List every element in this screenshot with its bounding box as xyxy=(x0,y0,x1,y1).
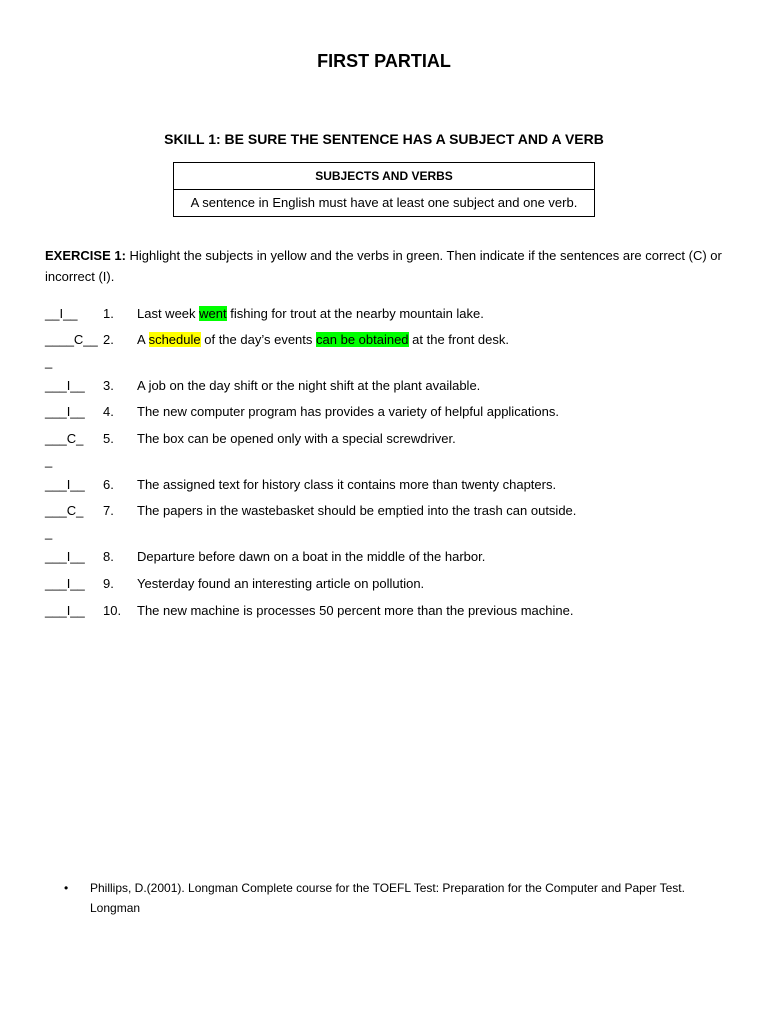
sentence-text: A xyxy=(137,332,149,347)
exercise-item-5 xyxy=(45,430,725,468)
sentence-text: of the day’s events xyxy=(200,332,317,347)
answer-blank: __I__ xyxy=(45,306,78,321)
answer-blank: ___I__ xyxy=(45,378,85,393)
subject-highlight: schedule xyxy=(148,332,201,347)
reference-text: Phillips, D.(2001). Longman Complete course for the TOEFL Test: Preparation for the Computer and Paper Test. Longman xyxy=(90,881,685,915)
item-sentence: A job on the day shift or the night shift at the plant available. xyxy=(137,378,481,393)
answer-overflow: _ xyxy=(45,453,53,468)
item-sentence: The new computer program has provides a variety of helpful applications. xyxy=(137,404,559,419)
exercise-instructions xyxy=(45,245,725,287)
item-sentence: The papers in the wastebasket should be emptied into the trash can outside. xyxy=(137,503,577,518)
exercise-item-9 xyxy=(45,575,725,593)
item-sentence xyxy=(137,305,484,323)
exercise-item-10 xyxy=(45,602,725,620)
answer-blank: ___I__ xyxy=(45,549,85,564)
sentence-text: Last week xyxy=(137,306,200,321)
verb-highlight: can be obtained xyxy=(316,332,409,347)
item-sentence: The assigned text for history class it contains more than twenty chapters. xyxy=(137,477,557,492)
answer-blank: ___C_ xyxy=(45,503,84,518)
exercise-item-4 xyxy=(45,403,725,421)
answer-overflow: _ xyxy=(45,354,53,369)
answer-blank: ___I__ xyxy=(45,603,85,618)
rule-box-header: SUBJECTS AND VERBS xyxy=(174,163,594,190)
sentence-text: at the front desk. xyxy=(408,332,509,347)
exercise-item-6 xyxy=(45,476,725,494)
item-number: 5. xyxy=(103,431,114,446)
exercise-instructions-text: Highlight the subjects in yellow and the verbs in green. Then indicate if the sentences are correct (C) or incorrect (I). xyxy=(45,248,722,284)
verb-highlight: went xyxy=(199,306,227,321)
answer-blank: ____C__ xyxy=(45,332,98,347)
exercise-label: EXERCISE 1: xyxy=(45,248,126,263)
exercise-item-2 xyxy=(45,331,725,369)
item-number: 8. xyxy=(103,549,114,564)
item-number: 10. xyxy=(103,603,122,618)
exercise-item-1 xyxy=(45,305,725,323)
item-number: 4. xyxy=(103,404,114,419)
answer-blank: ___I__ xyxy=(45,404,85,419)
item-number: 1. xyxy=(103,306,114,321)
item-sentence: The new machine is processes 50 percent more than the previous machine. xyxy=(137,603,574,618)
skill-heading: SKILL 1: BE SURE THE SENTENCE HAS A SUBJECT AND A VERB xyxy=(164,131,604,147)
answer-blank: ___C_ xyxy=(45,431,84,446)
bullet-icon: • xyxy=(64,881,69,895)
item-sentence xyxy=(137,331,509,349)
sentence-text: fishing for trout at the nearby mountain lake. xyxy=(226,306,484,321)
item-sentence: Yesterday found an interesting article on pollution. xyxy=(137,576,425,591)
item-number: 9. xyxy=(103,576,114,591)
rule-box-body: A sentence in English must have at least one subject and one verb. xyxy=(190,195,578,210)
item-sentence: The box can be opened only with a special screwdriver. xyxy=(137,431,456,446)
answer-overflow: _ xyxy=(45,525,53,540)
item-number: 7. xyxy=(103,503,114,518)
rule-box xyxy=(173,162,595,217)
exercise-item-8 xyxy=(45,548,725,566)
page-title: FIRST PARTIAL xyxy=(317,51,451,71)
exercise-item-7 xyxy=(45,502,725,540)
item-number: 3. xyxy=(103,378,114,393)
answer-blank: ___I__ xyxy=(45,576,85,591)
item-sentence: Departure before dawn on a boat in the middle of the harbor. xyxy=(137,549,486,564)
item-number: 6. xyxy=(103,477,114,492)
item-number: 2. xyxy=(103,332,114,347)
exercise-item-3 xyxy=(45,377,725,395)
answer-blank: ___I__ xyxy=(45,477,85,492)
